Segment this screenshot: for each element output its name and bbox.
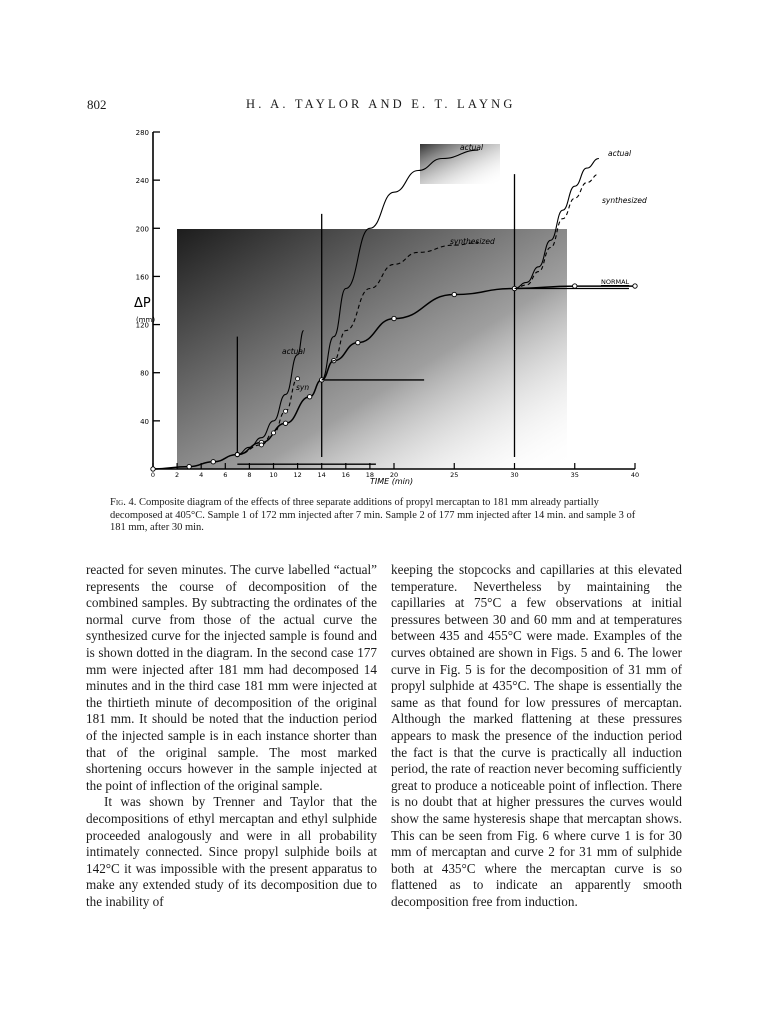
y-tick-label: 280 (135, 129, 149, 137)
data-point (235, 453, 239, 457)
x-tick-label: 10 (269, 471, 278, 479)
caption-text: Composite diagram of the effects of three separate additions of propyl mercaptan to 181 mm already partially decomposed at 405°C. Sample 1 of 172 mm injected after 7 min. Sample 2 of 177 mm injected after 14 min. and sample 3 of 181 mm, after 30 min. (110, 497, 636, 533)
paragraph: reacted for seven minutes. The curve labelled “actual” represents the course of decomposition of the combined samples. By subtracting the ordinates of the normal curve from those of the actual curve the synthesized curve for the injected sample is found and is shown dotted in the diagram. In the second case 177 mm were injected after 181 mm had decomposed 14 minutes and in the third case 181 mm were injected at the thirtieth minute of decomposition of the original 181 mm. It should be noted that the induction period of the injected sample is in each instance shorter than that of the original sample. The most marked shortening occurs however in the sample injected at the point of inflection of the original sample. (86, 562, 377, 793)
data-point (259, 443, 263, 447)
caption-label: Fig. 4. (110, 497, 137, 508)
scan-shading (177, 229, 567, 469)
x-tick-label: 16 (341, 471, 350, 479)
y-tick-label: 160 (135, 273, 149, 282)
page-number: 802 (87, 97, 107, 112)
y-tick-label: 200 (135, 225, 149, 234)
x-tick-label: 40 (630, 471, 640, 479)
y-tick-label: 240 (135, 177, 149, 186)
data-point (187, 464, 191, 468)
annotation-synthesized-2: synthesized (450, 237, 495, 246)
x-tick-label: 8 (247, 471, 252, 479)
data-point (392, 316, 396, 320)
data-point (633, 284, 637, 288)
y-axis-unit: (mm) (136, 316, 156, 324)
x-tick-label: 4 (199, 471, 204, 479)
data-point (284, 409, 288, 413)
x-tick-label: 35 (570, 471, 579, 479)
paragraph: keeping the stopcocks and capillaries at this elevated temperature. Nevertheless by maintaining the capillaries at 75°C a few observations at initial pressures between 30 and 60 mm and at temperatures between 435 and 455°C were made. Examples of the curves obtained are shown in Figs. 5 and 6. The lower curve in Fig. 5 is for the decomposition of 31 mm of propyl sulphide at 435°C. The shape is essentially the same as that found for low pressures of mercaptan. Although the marked flattening at these pressures appears to mask the presence of the induction period the fact is that the curve is practically all induction period, the rate of reaction never becoming sufficiently great to produce a noticeable point of inflection. There is no doubt that at higher pressures the curves would show the same hysteresis shape that mercaptan shows. This can be seen from Fig. 6 where curve 1 is for 30 mm of mercaptan and curve 2 for 31 mm of sulphide both at 435°C where the mercaptan curve is so flattened as to indicate an apparently smooth decomposition free from induction. (391, 562, 682, 909)
y-tick-label: 40 (140, 417, 149, 426)
data-point (296, 377, 300, 381)
annotation-syn-1: syn (296, 383, 310, 392)
running-head: H. A. TAYLOR AND E. T. LAYNG (246, 97, 516, 111)
annotation-actual-1: actual (282, 347, 306, 356)
annotation-synthesized-3: synthesized (602, 196, 647, 205)
x-tick-label: 14 (317, 471, 326, 479)
y-tick-label: 80 (140, 369, 149, 378)
body-column-right (391, 562, 682, 910)
x-tick-label: 18 (365, 471, 375, 479)
paragraph: It was shown by Trenner and Taylor that the decompositions of ethyl mercaptan and ethyl sulphide proceeded analogously and were in all probability intimately connected. Since propyl sulphide boils at 142°C it was impossible with the present apparatus to make any extended study of its decomposition due to the inability of (86, 794, 377, 909)
body-column-left (86, 562, 377, 910)
data-point (356, 340, 360, 344)
data-point (573, 284, 577, 288)
data-point (452, 292, 456, 296)
data-point (307, 395, 311, 399)
x-tick-label: 25 (450, 471, 459, 479)
y-axis-label: ΔP (134, 296, 151, 311)
x-tick-label: 12 (293, 471, 302, 479)
x-tick-label: 6 (223, 471, 228, 479)
x-tick-label: 20 (389, 471, 399, 479)
annotation-actual-2: actual (460, 143, 484, 152)
figure-chart (130, 122, 650, 492)
data-point (151, 467, 155, 471)
y-tick-label: 120 (135, 321, 149, 330)
x-tick-label: 2 (175, 471, 180, 479)
x-tick-label: 30 (510, 471, 519, 479)
x-tick-label: 0 (150, 471, 156, 479)
x-axis-label: TIME (min) (370, 477, 414, 486)
annotation-normal: NORMAL (601, 278, 630, 286)
annotation-actual-3: actual (608, 149, 632, 158)
data-point (272, 431, 276, 435)
data-point (283, 421, 287, 425)
data-point (211, 460, 215, 464)
figure-caption (110, 497, 646, 535)
